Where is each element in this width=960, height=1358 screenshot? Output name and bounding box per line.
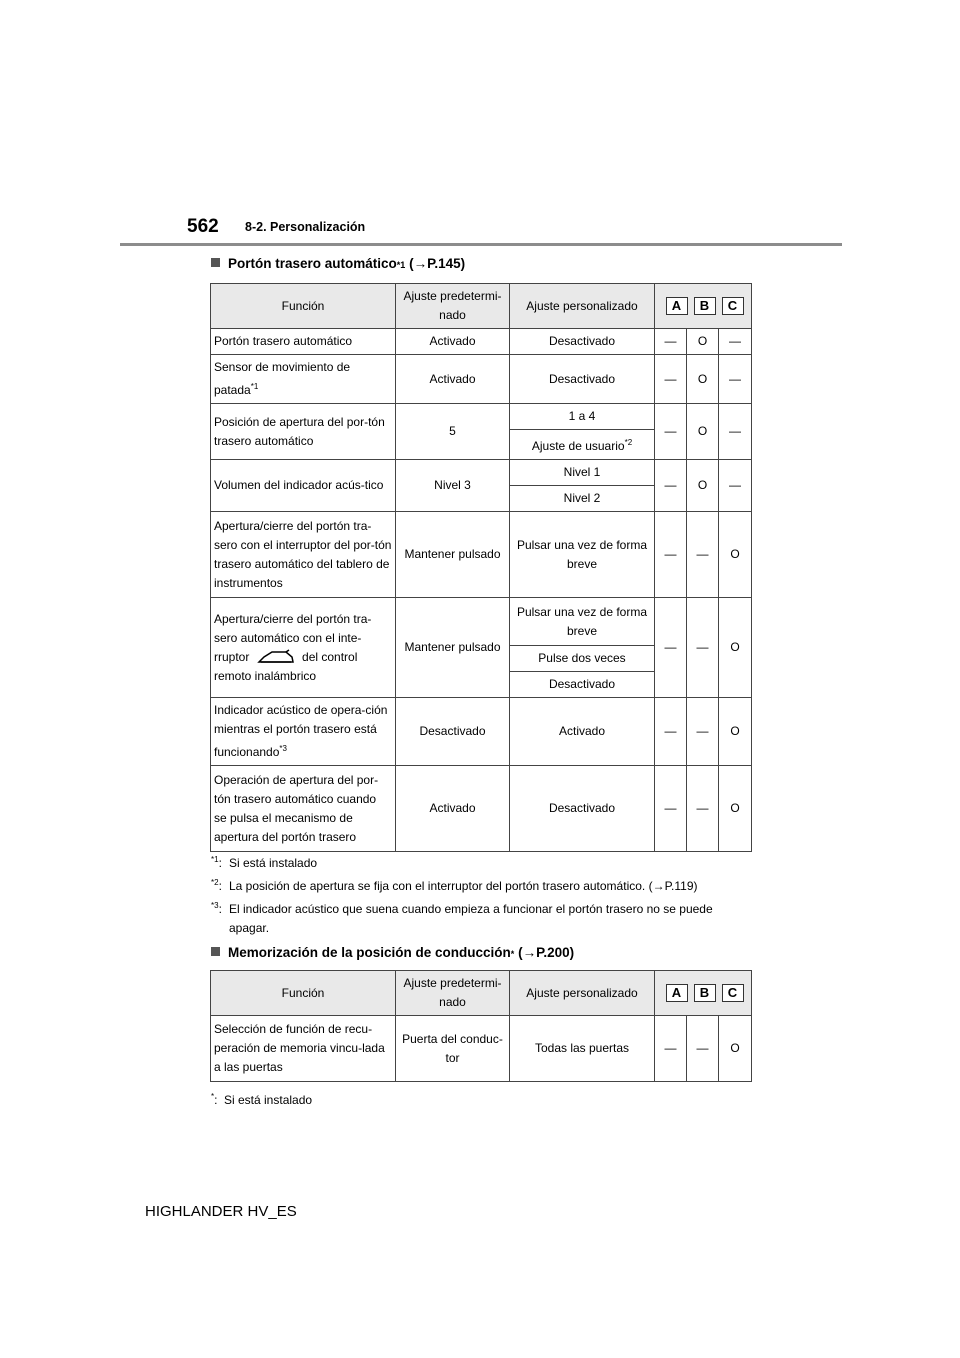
row-default: Mantener pulsado	[396, 512, 510, 598]
footnote-mark: *2	[624, 438, 633, 447]
row-function: Volumen del indicador acús-tico	[211, 460, 396, 512]
row-custom: Activado	[510, 698, 655, 766]
row-a: —	[655, 1016, 687, 1082]
footnote-text: La posición de apertura se fija con el interruptor del portón trasero automático. (	[229, 879, 653, 893]
row-b: —	[687, 598, 719, 698]
col-b-badge: B	[694, 297, 716, 315]
footnote-2	[211, 873, 698, 896]
table-header-row	[211, 971, 752, 1016]
col-custom: Ajuste personalizado	[510, 284, 655, 329]
table2-heading-title: Memorización de la posición de conducción	[228, 945, 511, 960]
tailgate-key-icon	[256, 648, 296, 666]
table1-heading-paren: (	[409, 256, 414, 271]
row-b: O	[687, 460, 719, 512]
row-function-text: del control remoto inalámbrico	[214, 649, 358, 683]
row-c: O	[719, 1016, 752, 1082]
footnote-ref[interactable]: P.119)	[664, 879, 698, 893]
col-function: Función	[211, 284, 396, 329]
col-c-badge: C	[722, 297, 744, 315]
row-b: —	[687, 766, 719, 852]
footnote-3	[211, 896, 751, 938]
row-function: Posición de apertura del por-tón trasero automático	[211, 404, 396, 460]
row-default: Nivel 3	[396, 460, 510, 512]
row-custom: Pulsar una vez de forma breve	[510, 512, 655, 598]
row-custom: Desactivado	[510, 355, 655, 404]
col-default: Ajuste predetermi-nado	[396, 284, 510, 329]
heading-bullet-icon	[211, 947, 220, 956]
row-custom	[510, 430, 655, 460]
row-c: O	[719, 512, 752, 598]
row-a: —	[655, 329, 687, 355]
row-function: Portón trasero automático	[211, 329, 396, 355]
row-c: O	[719, 598, 752, 698]
row-custom: Desactivado	[510, 672, 655, 698]
table1-heading	[211, 256, 465, 271]
row-default: Desactivado	[396, 698, 510, 766]
footnote-mark: *3	[211, 901, 219, 910]
table-row	[211, 1016, 752, 1082]
table2-heading-ref[interactable]: P.200)	[536, 945, 575, 960]
row-a: —	[655, 598, 687, 698]
col-c-badge: C	[722, 984, 744, 1002]
section-title: 8-2. Personalización	[245, 220, 366, 234]
table-row	[211, 766, 752, 852]
row-custom: Todas las puertas	[510, 1016, 655, 1082]
table2-heading-paren: (	[518, 945, 523, 960]
footnote-mark: *2	[211, 878, 219, 887]
table2	[210, 970, 752, 1082]
row-function	[211, 698, 396, 766]
table-row	[211, 460, 752, 486]
row-function: Apertura/cierre del portón tra-sero con el interruptor del por-tón trasero automático del tablero de instrumentos	[211, 512, 396, 598]
row-a: —	[655, 355, 687, 404]
row-default: Activado	[396, 329, 510, 355]
col-abc	[655, 284, 752, 329]
table-row	[211, 512, 752, 598]
footnote-text: Si está instalado	[229, 856, 318, 870]
table-row	[211, 355, 752, 404]
arrow-icon: →	[652, 879, 665, 893]
row-a: —	[655, 512, 687, 598]
row-function-text: Sensor de movimiento de patada	[214, 360, 351, 397]
col-b-badge: B	[694, 984, 716, 1002]
footnote-colon: :	[218, 902, 222, 916]
col-a-badge: A	[666, 984, 688, 1002]
row-default: Mantener pulsado	[396, 598, 510, 698]
table2-heading	[211, 945, 574, 960]
row-default: Activado	[396, 766, 510, 852]
row-function: Operación de apertura del por-tón trasero automático cuando se pulsa el mecanismo de apertura del portón trasero	[211, 766, 396, 852]
row-default: Activado	[396, 355, 510, 404]
table-row	[211, 329, 752, 355]
col-a-badge: A	[666, 297, 688, 315]
row-custom: 1 a 4	[510, 404, 655, 430]
row-b: —	[687, 698, 719, 766]
footnote-colon: :	[218, 856, 222, 870]
row-b: O	[687, 404, 719, 460]
row-function-text: Apertura/cierre del portón tra-sero automático con el inte-rruptor	[214, 611, 372, 664]
row-custom: Desactivado	[510, 766, 655, 852]
footnote-text: Si está instalado	[224, 1093, 313, 1107]
model-name: HIGHLANDER HV_ES	[145, 1203, 297, 1220]
header-rule	[120, 243, 842, 246]
row-function	[211, 598, 396, 698]
row-c: —	[719, 460, 752, 512]
col-abc	[655, 971, 752, 1016]
row-a: —	[655, 698, 687, 766]
heading-bullet-icon	[211, 258, 220, 267]
footnote-mark: *1	[211, 855, 219, 864]
row-b: —	[687, 1016, 719, 1082]
arrow-icon: →	[413, 256, 428, 271]
row-c: —	[719, 329, 752, 355]
row-custom: Pulsar una vez de forma breve	[510, 598, 655, 646]
row-b: —	[687, 512, 719, 598]
row-a: —	[655, 404, 687, 460]
row-custom-text: Ajuste de usuario	[531, 439, 625, 453]
row-c: —	[719, 404, 752, 460]
row-function-text: Indicador acústico de opera-ción mientras el portón trasero está funcionando	[214, 703, 388, 759]
row-b: O	[687, 329, 719, 355]
row-a: —	[655, 766, 687, 852]
footnote-table2	[211, 1087, 312, 1110]
footnote-colon: :	[214, 1093, 218, 1107]
col-default: Ajuste predetermi-nado	[396, 971, 510, 1016]
footnote-mark: *	[211, 1092, 215, 1101]
row-function	[211, 355, 396, 404]
table1	[210, 283, 752, 852]
footnote-mark: *1	[250, 382, 259, 391]
table2-heading-mark: *	[510, 949, 515, 959]
footnote-colon: :	[218, 879, 222, 893]
row-default: 5	[396, 404, 510, 460]
footnote-text: El indicador acústico que suena cuando empieza a funcionar el portón trasero no se puede	[229, 902, 713, 916]
table1-heading-mark: *1	[396, 260, 406, 270]
row-custom: Nivel 2	[510, 486, 655, 512]
table-row	[211, 698, 752, 766]
row-a: —	[655, 460, 687, 512]
row-custom: Nivel 1	[510, 460, 655, 486]
footnote-text: apagar.	[229, 921, 270, 935]
table-row	[211, 404, 752, 430]
col-function: Función	[211, 971, 396, 1016]
row-custom: Desactivado	[510, 329, 655, 355]
row-c: —	[719, 355, 752, 404]
arrow-icon: →	[522, 945, 537, 960]
row-custom: Pulse dos veces	[510, 646, 655, 672]
row-c: O	[719, 698, 752, 766]
page-number: 562	[187, 216, 219, 237]
table-header-row	[211, 284, 752, 329]
table1-heading-title: Portón trasero automático	[228, 256, 397, 271]
row-b: O	[687, 355, 719, 404]
footnote-1	[211, 850, 317, 873]
footnote-mark: *3	[279, 744, 287, 753]
col-custom: Ajuste personalizado	[510, 971, 655, 1016]
table1-heading-ref[interactable]: P.145)	[427, 256, 466, 271]
table-row	[211, 598, 752, 646]
row-function: Selección de función de recu-peración de memoria vincu-lada a las puertas	[211, 1016, 396, 1082]
row-c: O	[719, 766, 752, 852]
row-default: Puerta del conduc-tor	[396, 1016, 510, 1082]
